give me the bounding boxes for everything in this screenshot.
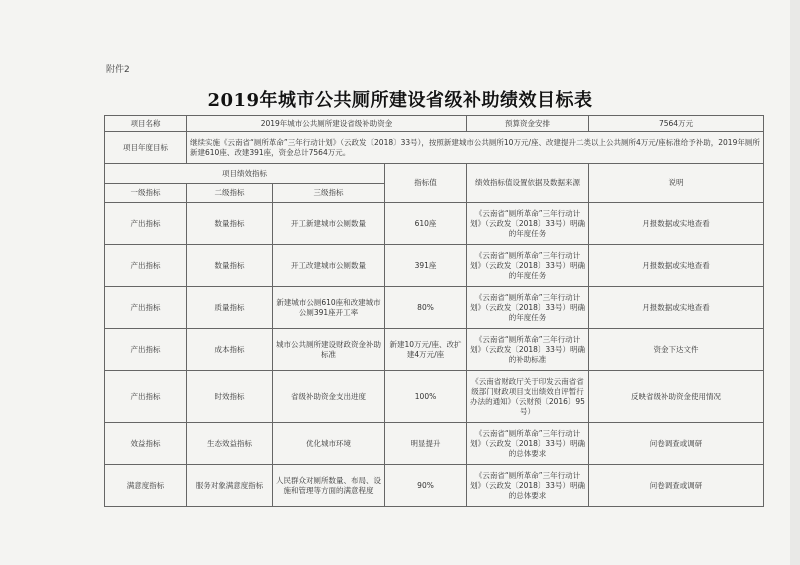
budget-value: 7564万元 [589, 116, 764, 132]
header-indicators: 项目绩效指标 [105, 164, 385, 184]
cell-level3: 城市公共厕所建设财政资金补助标准 [273, 329, 385, 371]
cell-note: 月报数据或实地查看 [589, 245, 764, 287]
cell-note: 问卷调查或调研 [589, 423, 764, 465]
cell-level2: 生态效益指标 [187, 423, 273, 465]
cell-level3: 省级补助资金支出进度 [273, 371, 385, 423]
header-level2: 二级指标 [187, 184, 273, 203]
cell-level1: 产出指标 [105, 245, 187, 287]
cell-level1: 产出指标 [105, 287, 187, 329]
header-value: 指标值 [385, 164, 467, 203]
cell-level2: 成本指标 [187, 329, 273, 371]
cell-note: 月报数据或实地查看 [589, 287, 764, 329]
table-row [105, 329, 764, 371]
cell-note: 问卷调查或调研 [589, 465, 764, 507]
cell-note: 资金下达文件 [589, 329, 764, 371]
performance-goals-table [104, 115, 764, 507]
header-level1: 一级指标 [105, 184, 187, 203]
cell-value: 90% [385, 465, 467, 507]
cell-level1: 满意度指标 [105, 465, 187, 507]
cell-basis: 《云南省“厕所革命”三年行动计划》（云政发〔2018〕33号）明确的总体要求 [467, 465, 589, 507]
document-title: 2019年城市公共厕所建设省级补助绩效目标表 [207, 90, 593, 111]
cell-basis: 《云南省财政厅关于印发云南省省级部门财政项目支出绩效自评暂行办法的通知》（云财预〔2016〕95号） [467, 371, 589, 423]
cell-level3: 开工新建城市公厕数量 [273, 203, 385, 245]
cell-level2: 数量指标 [187, 245, 273, 287]
project-name-value: 2019年城市公共厕所建设省级补助资金 [187, 116, 467, 132]
table-row [105, 465, 764, 507]
annual-goal-label: 项目年度目标 [105, 132, 187, 164]
cell-level3: 开工改建城市公厕数量 [273, 245, 385, 287]
annual-goal-row [105, 132, 764, 164]
table-row [105, 423, 764, 465]
cell-basis: 《云南省“厕所革命”三年行动计划》（云政发〔2018〕33号）明确的补助标准 [467, 329, 589, 371]
cell-level3: 人民群众对厕所数量、布局、设施和管理等方面的满意程度 [273, 465, 385, 507]
table-row [105, 287, 764, 329]
cell-value: 明显提升 [385, 423, 467, 465]
cell-basis: 《云南省“厕所革命”三年行动计划》（云政发〔2018〕33号）明确的年度任务 [467, 287, 589, 329]
cell-basis: 《云南省“厕所革命”三年行动计划》（云政发〔2018〕33号）明确的年度任务 [467, 203, 589, 245]
table-row [105, 371, 764, 423]
cell-level1: 产出指标 [105, 203, 187, 245]
header-row-1 [105, 164, 764, 184]
project-name-label: 项目名称 [105, 116, 187, 132]
cell-level3: 优化城市环境 [273, 423, 385, 465]
cell-level1: 产出指标 [105, 371, 187, 423]
project-name-row [105, 116, 764, 132]
annual-goal-text: 继续实施《云南省“厕所革命”三年行动计划》（云政发〔2018〕33号），按照新建城市公共厕所10万元/座、改建提升二类以上公共厕所4万元/座标准给予补助，2019年厕所新建610座、改建391座，资金总计7564万元。 [187, 132, 764, 164]
table-row [105, 245, 764, 287]
cell-value: 新建10万元/座、改扩建4万元/座 [385, 329, 467, 371]
cell-value: 80% [385, 287, 467, 329]
cell-level1: 产出指标 [105, 329, 187, 371]
cell-level2: 质量指标 [187, 287, 273, 329]
cell-note: 反映省级补助资金使用情况 [589, 371, 764, 423]
attachment-label: 附件2 [106, 65, 130, 75]
cell-level2: 时效指标 [187, 371, 273, 423]
cell-basis: 《云南省“厕所革命”三年行动计划》（云政发〔2018〕33号）明确的年度任务 [467, 245, 589, 287]
header-note: 说明 [589, 164, 764, 203]
cell-value: 610座 [385, 203, 467, 245]
cell-level2: 数量指标 [187, 203, 273, 245]
cell-level2: 服务对象满意度指标 [187, 465, 273, 507]
header-basis: 绩效指标值设置依据及数据来源 [467, 164, 589, 203]
cell-level1: 效益指标 [105, 423, 187, 465]
cell-basis: 《云南省“厕所革命”三年行动计划》（云政发〔2018〕33号）明确的总体要求 [467, 423, 589, 465]
cell-value: 100% [385, 371, 467, 423]
table-row [105, 203, 764, 245]
header-level3: 三级指标 [273, 184, 385, 203]
cell-level3: 新建城市公厕610座和改建城市公厕391座开工率 [273, 287, 385, 329]
scan-edge [790, 0, 800, 565]
cell-value: 391座 [385, 245, 467, 287]
cell-note: 月报数据或实地查看 [589, 203, 764, 245]
budget-label: 预算资金安排 [467, 116, 589, 132]
